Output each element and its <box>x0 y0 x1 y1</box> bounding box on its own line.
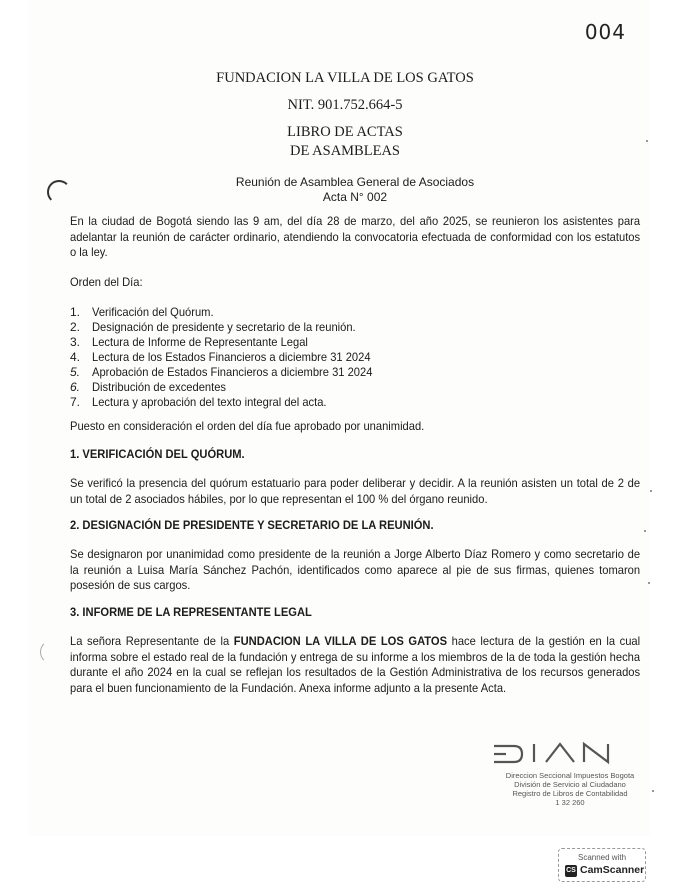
section-heading-report: 3. INFORME DE LA REPRESENTANTE LEGAL <box>70 605 312 619</box>
report-body-rest: hace lectura de la gestión en la cual informa sobre el estado real de la fundación y entrega de su informe a los miembros de la de toda la gestión hecha durante el año 2024 en la cual se reflejan los resultados de la Gestión Administrativa de los recursos generados para el buen funcionamiento de la Fundación. Anexa informe adjunto a la presente Acta. <box>70 634 641 695</box>
stamp-line-1: Direccion Seccional Impuestos Bogota <box>505 771 635 780</box>
section-heading-designation: 2. DESIGNACIÓN DE PRESIDENTE Y SECRETARIO DE LA REUNIÓN. <box>70 518 434 532</box>
dian-logo <box>492 740 614 766</box>
camscanner-logo-icon: CS <box>565 865 577 877</box>
agenda-item-number: 6. <box>70 380 81 394</box>
scan-speck <box>652 790 654 792</box>
agenda-item-text: Lectura y aprobación del texto integral del acta. <box>92 395 327 409</box>
scan-speck <box>648 582 650 584</box>
punch-hole-mark-lower <box>40 640 64 664</box>
stamp-line-2: División de Servicio al Ciudadano <box>514 780 626 789</box>
report-body-org: FUNDACION LA VILLA DE LOS GATOS <box>233 634 448 648</box>
section-body-report <box>70 634 640 696</box>
agenda-item-number: 7. <box>70 395 81 409</box>
section-body-quorum: Se verificó la presencia del quórum estatuario para poder deliberar y decidir. A la reunión asisten un total de 2 de un total de 2 asociados hábiles, por lo que representan el 100 % del órgano reunido. <box>70 476 641 506</box>
agenda-approval: Puesto en consideración el orden del día fue aprobado por unanimidad. <box>70 419 425 433</box>
scan-speck <box>650 490 652 492</box>
meeting-title: Reunión de Asamblea General de Asociados <box>235 175 475 189</box>
scan-speck <box>644 530 646 532</box>
report-body-start: La señora Representante de la <box>70 634 234 648</box>
agenda-item-text: Lectura de Informe de Representante Legal <box>92 335 308 349</box>
section-heading-quorum: 1. VERIFICACIÓN DEL QUÓRUM. <box>70 447 245 461</box>
agenda-item-text: Lectura de los Estados Financieros a diciembre 31 2024 <box>92 350 371 364</box>
section-body-designation: Se designaron por unanimidad como presidente de la reunión a Jorge Alberto Díaz Romero y como secretario de la reunión a Luisa María Sánchez Pachón, identificados como aparece al pie de sus firmas, quienes tomaron posesión de sus cargos. <box>70 547 641 592</box>
intro-paragraph: En la ciudad de Bogotá siendo las 9 am, del día 28 de marzo, del año 2025, se reunieron los asistentes para adelantar la reunión de carácter ordinario, atendiendo la convocatoria efectuada de conformidad con los estatutos o la ley. <box>70 214 641 259</box>
page-number: 004 <box>584 20 626 44</box>
book-title-line1: LIBRO DE ACTAS <box>287 124 403 140</box>
badge-caption: Scanned with <box>577 853 627 862</box>
agenda-item-number: 5. <box>70 365 81 379</box>
agenda-title: Orden del Día: <box>70 275 143 289</box>
punch-hole-mark <box>47 180 71 204</box>
book-title-line2: DE ASAMBLEAS <box>290 143 400 159</box>
org-name: FUNDACION LA VILLA DE LOS GATOS <box>216 70 474 86</box>
agenda-item-number: 1. <box>70 305 81 319</box>
agenda-item-text: Verificación del Quórum. <box>92 305 214 319</box>
nit-line: NIT. 901.752.664-5 <box>287 97 403 113</box>
badge-app-name: CamScanner <box>580 864 645 876</box>
scan-speck <box>646 140 648 142</box>
camscanner-badge <box>558 848 646 882</box>
stamp-line-4: 1 32 260 <box>555 798 585 807</box>
agenda-item-text: Designación de presidente y secretario de la reunión. <box>92 320 356 334</box>
agenda-item-text: Aprobación de Estados Financieros a diciembre 31 2024 <box>92 365 373 379</box>
acta-number: Acta N° 002 <box>322 190 388 204</box>
agenda-item-number: 4. <box>70 350 81 364</box>
stamp-line-3: Registro de Libros de Contabilidad <box>512 789 628 798</box>
agenda-item-number: 2. <box>70 320 81 334</box>
agenda-item-number: 3. <box>70 335 81 349</box>
agenda-item-text: Distribución de excedentes <box>92 380 227 394</box>
